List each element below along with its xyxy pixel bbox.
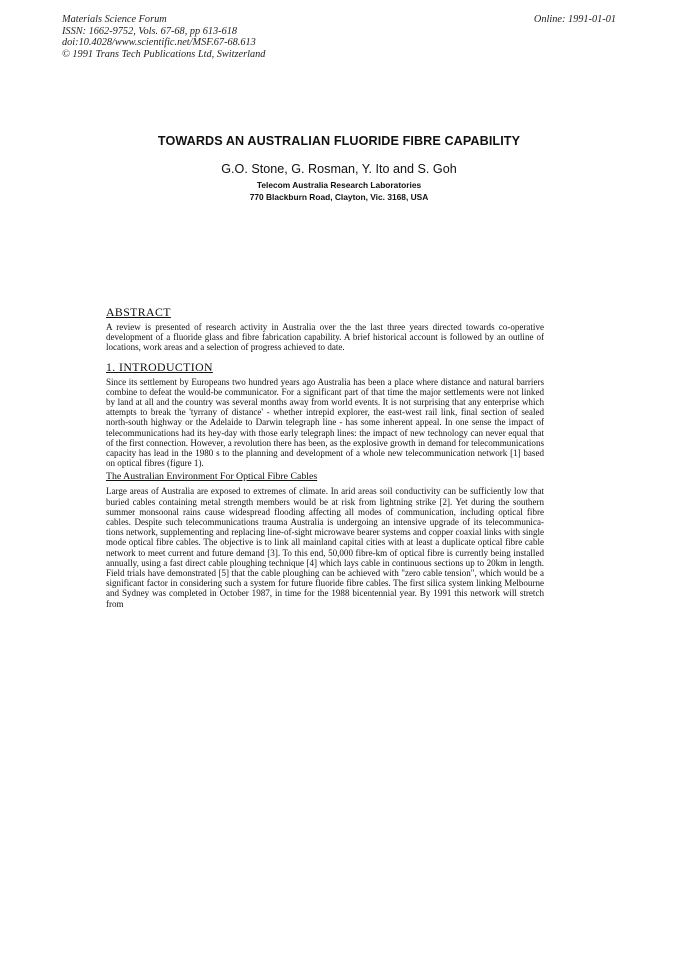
introduction-heading: 1. INTRODUCTION — [106, 359, 213, 374]
affiliation-address: 770 Blackburn Road, Clayton, Vic. 3168, USA — [249, 191, 429, 202]
paper-authors: G.O. Stone, G. Rosman, Y. Ito and S. Goh — [221, 162, 457, 176]
journal-name: Materials Science Forum — [62, 14, 167, 25]
affiliation — [0, 180, 678, 203]
issn-line: ISSN: 1662-9752, Vols. 67-68, pp 613-618 — [62, 25, 238, 37]
paper-body — [106, 305, 544, 609]
publication-metadata — [62, 14, 265, 60]
online-date: Online: 1991-01-01 — [533, 14, 616, 25]
copyright-line: © 1991 Trans Tech Publications Ltd, Switzerland — [62, 48, 266, 60]
doi-line: doi:10.4028/www.scientific.net/MSF.67-68.613 — [62, 37, 256, 49]
abstract-text: A review is presented of research activity in Australia over the the last three years directed towards co-operative development of a fluoride glass and fibre fabrication capability. A brief historical account is followed by an outline of locations, work areas and a selection of progress achieved to date. — [106, 322, 544, 353]
abstract-heading: ABSTRACT — [106, 305, 171, 319]
paper-title: TOWARDS AN AUSTRALIAN FLUORIDE FIBRE CAPABILITY — [157, 134, 521, 148]
subsection-heading: The Australian Environment For Optical Fibre Cables — [106, 471, 318, 483]
subsection-text: Large areas of Australia are exposed to extremes of climate. In arid areas soil conductivity can be sufficiently low that buried cables containing metal strength members would be at risk from lightning strike [2]. Yet during the southern summer monsoonal rains cause widespread flooding affecting all modes of communication, including optical fibre cables. Despite such telecommunications trauma Australia is undergoing an intensive upgrade of its telecommunica-tions network, supplementing and replacing line-of-sight microwave bearer systems and copper coaxial links with single mode optical fibre cables. The objective is to link all mainland capital cities with at least a duplicate optical fibre cable network to meet current and future demand [3]. To this end, 50,000 fibre-km of optical fibre is currently being installed annually, using a fast direct cable ploughing technique [4] which lays cable in continuous sections up to 20km in length. Field trials have demonstrated [5] that the cable ploughing can be achieved with "zero cable tension", which would be a significant factor in considering such a system for future fluoride fibre cables. The first silica system linking Melbourne and Sydney was completed in October 1987, in time for the 1988 bicentennial year. By 1991 this network will stretch from — [106, 486, 544, 609]
affiliation-institution: Telecom Australia Research Laboratories — [256, 180, 422, 190]
introduction-text: Since its settlement by Europeans two hundred years ago Australia has been a place where distance and natural barriers combine to defeat the would-be communicator. For a significant part of that time the major settlements were not linked by land at all and the country was several months away from world events. It is not surprising that any enterprise which attempts to break the 'tyrrany of distance' - whether intrepid explorer, the east-west rail link, final section of sealed north-south highway or the Adelaide to Darwin telegraph line - has some inherent appeal. In one sense the impact of telecommunications had its hey-day with those early telegraph lines: the impact of new technology can never equal that of the first connection. However, a revolution there has been, as the explosive growth in demand for telecommunications capacity has lead in the 1980 s to the planning and development of a whole new telecommunication network [1] based on optical fibres (figure 1). — [106, 376, 544, 469]
